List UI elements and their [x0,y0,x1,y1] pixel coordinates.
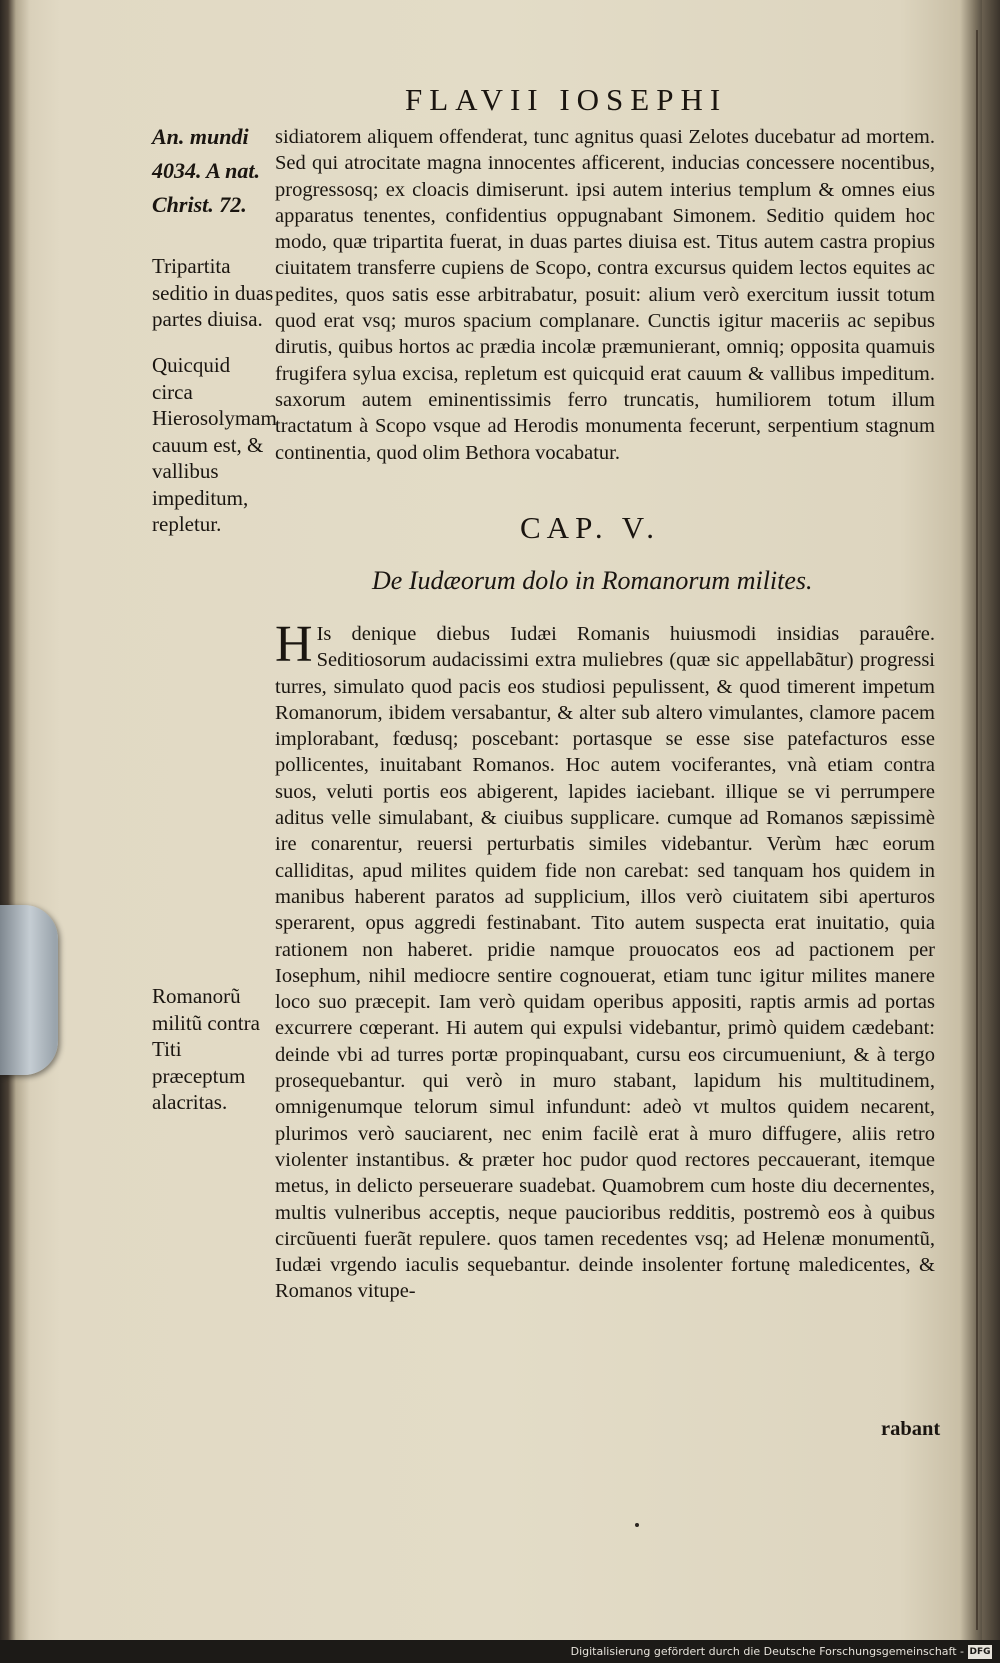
paragraph-1: sidiatorem aliquem offenderat, tunc agnitus quasi Zelotes ducebatur ad mortem. Sed qui atrocitate magna innocentes afficerent, inducias concessere nocentibus, progressosq; ex cloacis dimiserunt. ipsi autem interius templum & omnes eius apparatus tenentes, confidentius oppugnabant Simonem. Seditio quidem hoc modo, quæ tripartita fuerat, in duas partes diuisa est. Titus autem castra propius ciuitatem transferre cupiens de Scopo, contra excursus quidem lectos equites ac pedites, quos satis esse arbitrabatur, posuit: alium verò exercitum iussit totum quod erat vsq; muros spacium complanare. Cunctis igitur maceriis ac sepibus dirutis, quibus hortos ac prædia incolæ præmunierant, omniq; opposita quamuis frugifera sylua excisa, repletum est quicquid erat cauum & vallibus impeditum. saxorum autem eminentissimis ferro truncatis, humiliorem totum illum tractatum à Scopo vsque ad Herodis monumenta fecerunt, serpentium stagnum continentia, quod olim Bethora vocabatur. [275,126,935,464]
margin-note-quicquid: Quicquid circa Hierosolymam cauum est, & vallibus impeditum, repletur. [152,353,277,536]
paragraph-2 [275,616,935,1305]
page-fold-line [976,30,978,1630]
page-clip [0,905,58,1075]
drop-cap: H [275,616,313,673]
margin-note-seditio: Tripartita seditio in duas partes diuisa. [152,254,274,331]
margin-note-romanorum: Romanorũ militũ contra Titi præceptum alacritas. [152,984,260,1114]
margin-date-note: An. mundi 4034. A nat. Christ. 72. [152,124,260,217]
catchword: rabant [881,1418,941,1440]
chapter-title: De Iudæorum dolo in Romanorum milites. [372,566,813,595]
chapter-heading: CAP. V. [520,510,660,545]
running-header: FLAVII IOSEPHI [405,82,728,117]
page-mark-dot [635,1523,639,1527]
dfg-logo: DFG [969,1647,991,1657]
footer-credit: Digitalisierung gefördert durch die Deutsche Forschungsgemeinschaft - [570,1645,964,1658]
paragraph-2-text: Is denique diebus Iudæi Romanis huiusmodi insidias parauêre. Seditiosorum audacissimi extra muliebres (quæ sic appellabãtur) progressi turres, simulato quod pacis eos studiosi pepulissent, & quod timerent impetum Romanorum, ibidem versabantur, & alter sub altero vimulantes, clamore pacem implorabant, fœdusq; poscebant: portasque se esse sise patefacturos esse pollicentes, inuitabant Romanos. Hoc autem vociferantes, vnà etiam contra suos, veluti portis eos abigerent, lapides iaciebant. illique se vi perrumpere aditus velle simulabant, & ciuibus supplicare. cumque ad Romanos sæpissimè ire conarentur, reuersi perturbatis similes videbantur. Verùm hæc eorum calliditas, apud milites quidem fide non carebat: sed tanquam hos quidem in manibus haberent paratos ad supplicium, illos verò ciuitatem sibi aperturos sperarent, opus aggredi festinabant. Tito autem suspecta erat inuitatio, quia rationem non haberet. pridie namque prouocatos eos ad pactionem per Iosephum, nihil mediocre sentire cognouerat, etiam tunc igitur milites manere loco suo præcepit. Iam verò quidam operibus appositi, raptis armis ad portas excurrere cœperant. Hi autem qui expulsi videbantur, primò quidem cædebant: deinde vbi ad turres portæ propinquabant, cursu eos circumueniunt, & à tergo prosequebantur. qui verò in muro stabant, lapidum his multitudinem, omnigenumque telorum simul infundunt: adeò vt multos quidem necarent, plurimos verò sauciarent, nec enim facilè erat à muro diffugere, aliis retro violenter instantibus. & præter hoc pudor quod rectores peccauerant, itemque metus, in delicto perseuerare suadebat. Quamobrem cum hoste diu decernentes, multis vulneribus acceptis, neque paucioribus redditis, postremò eos à quibus circũuenti fuerãt repulere. quos tamen recedentes vsq; ad Helenæ monumentũ, Iudæi vrgendo iaculis sequebantur. deinde insolenter fortunę maledicentes, & Romanos vitupe- [275,623,935,1303]
next-page-edge [982,0,1000,1640]
